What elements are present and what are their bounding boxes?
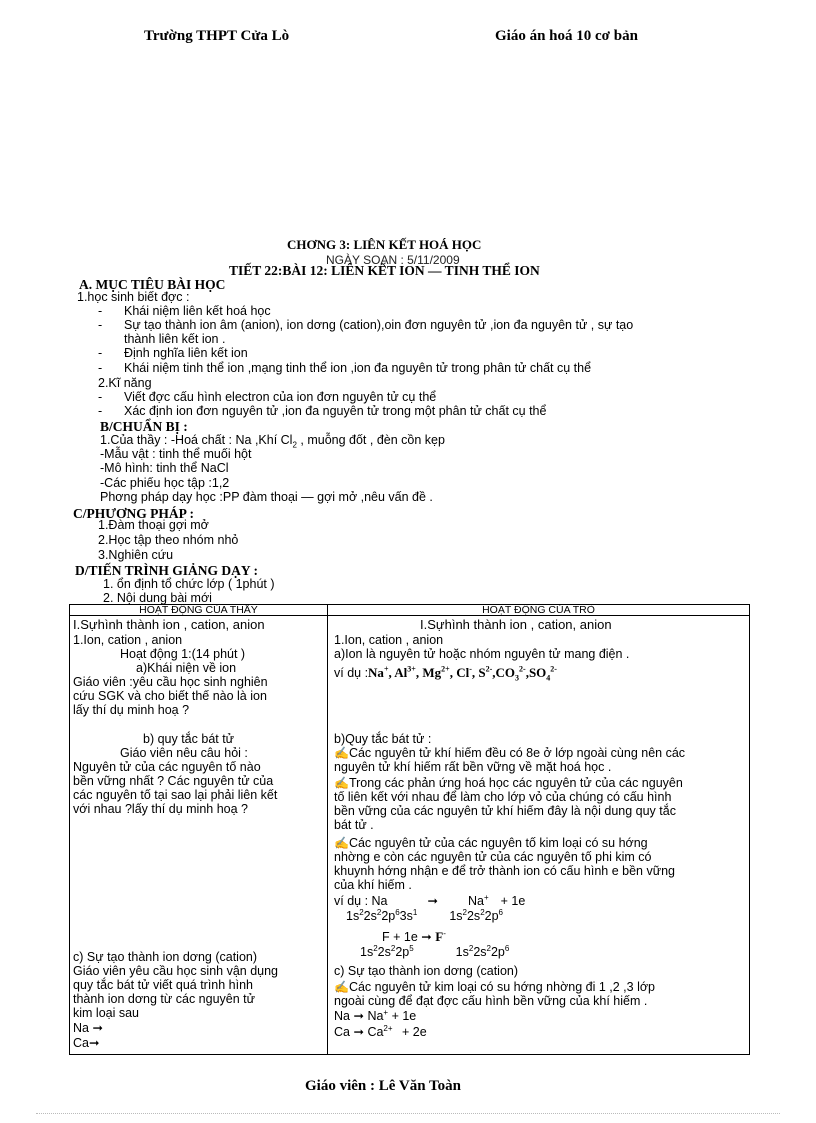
pencil-icon: ✍	[334, 836, 349, 850]
section-b-heading: B/CHUẨN BỊ :	[100, 419, 188, 434]
student-text: ✍Các nguyên tử khí hiếm đều có 8e ở lớp ngoài cùng nên các	[334, 746, 686, 760]
teacher-activity-cell	[70, 616, 327, 1054]
arrow-icon: ➞	[427, 894, 438, 908]
teacher-text: Nguyên tử của các nguyên tố nào	[73, 760, 261, 774]
reaction-equation: F + 1e ➞ F-	[382, 928, 446, 944]
procedure-item: 1. ổn định tổ chức lớp ( 1phút )	[103, 577, 275, 591]
activity-subtitle: b) quy tắc bát tử	[143, 732, 235, 746]
reaction-line: Ca➞	[73, 1036, 100, 1050]
arrow-icon: ➞	[421, 930, 432, 944]
student-text: ✍Các nguyên tử của các nguyên tố kim loại có su hớng	[334, 836, 648, 850]
preparation-line: -Mô hình: tinh thể NaCl	[100, 461, 229, 475]
section-title: I.Sựhình thành ion , cation, anion	[420, 617, 612, 632]
teacher-text: kim loại sau	[73, 1006, 139, 1020]
student-text: nhờng e còn các nguyên tử của các nguyên tố phi kim có	[334, 850, 652, 864]
teacher-text: quy tắc bát tử viết quá trình hình	[73, 978, 254, 992]
activity-subtitle: a)Khái niện về ion	[136, 661, 237, 675]
preparation-date: NGÀY SOẠN : 5/11/2009	[326, 253, 460, 267]
lesson-title: TIẾT 22:BÀI 12: LIÊN KẾT ION — TINH THỂ ION	[229, 263, 540, 278]
section-a-heading: A. MỤC TIÊU BÀI HỌC	[79, 277, 226, 292]
objective-item-continuation: thành liên kết ion .	[124, 332, 226, 346]
student-text: ngoài cùng để đạt đợc cấu hình bền vững của khí hiếm .	[334, 994, 648, 1008]
student-text: bền vững của các nguyên tử khí hiếm đây là nội dung quy tắc	[334, 804, 676, 818]
subsection-title: 1.Ion, cation , anion	[73, 633, 183, 647]
lesson-activity-table	[69, 604, 750, 1055]
pencil-icon: ✍	[334, 980, 349, 994]
teacher-preparation: 1.Của thầy : -Hoá chất : Na ,Khí $Cl_2$ , muỗng đốt , đèn cồn kẹp	[100, 433, 445, 450]
student-text: khuynh hớng nhận e để trở thành ion có cấu hình e bền vững	[334, 864, 675, 878]
student-text: nguyên tử khí hiếm rất bền vững về mặt hoá học .	[334, 760, 612, 774]
teacher-text: Giáo viên yêu cầu học sinh vận dụng	[73, 964, 278, 978]
chapter-title: CHƠNG 3: LIÊN KẾT HOÁ HỌC	[287, 237, 482, 252]
section-d-heading: D/TIẾN TRÌNH GIẢNG DẠY :	[75, 563, 259, 578]
electron-configuration: $1s^22s^22p^5$ $1s^22s^22p^6$	[360, 943, 510, 959]
objective-item: - Sự tạo thành ion âm (anion), ion dơng (cation),oin đơn nguyên tử ,ion đa nguyên tử , sự tạo	[98, 318, 634, 332]
student-text: ✍Trong các phản ứng hoá học các nguyên tử của các nguyên	[334, 776, 683, 790]
arrow-icon: ➞	[353, 1009, 364, 1023]
teacher-activity-header: HOẠT ĐỘNG CỦA THẦY	[139, 605, 258, 615]
arrow-icon: ➞	[88, 1036, 100, 1050]
objective-item: - Định nghĩa liên kết ion	[98, 346, 248, 360]
teacher-text: với nhau ?lấy thí dụ minh hoạ ?	[73, 802, 248, 816]
preparation-line: -Mẫu vật : tinh thể muối hột	[100, 447, 252, 461]
ion-examples: ví dụ :Na+, $Al^{3+}$, $Mg^{2+}$, Cl-, $S^{2-},CO_3^{2-},SO_4^{2-}$	[334, 664, 557, 683]
student-text: bát tử .	[334, 818, 374, 832]
school-name: Trường THPT Cửa Lò	[144, 28, 290, 44]
activity-label: Hoạt động 1:(14 phút )	[120, 647, 246, 661]
subsection-title: 1.Ion, cation , anion	[334, 633, 444, 647]
teacher-text: lấy thí dụ minh hoạ ?	[73, 703, 190, 717]
student-text: tố liên kết với nhau để làm cho lớp vỏ của chúng có cấu hình	[334, 790, 672, 804]
electron-configuration: $1s^22s^22p^63s^1$ $1s^22s^22p^6$	[346, 907, 503, 923]
teacher-text: Giáo viên nêu câu hỏi :	[120, 746, 248, 760]
arrow-icon: ➞	[92, 1021, 103, 1035]
method-item: 1.Đàm thoại gợi mở	[98, 518, 209, 532]
skill-item: - Viết đợc cấu hình electron của ion đơn nguyên tử cụ thể	[98, 390, 437, 404]
teacher-text: cứu SGK và cho biết thế nào là ion	[73, 689, 267, 703]
subsection-title: c) Sự tạo thành ion dơng (cation)	[334, 964, 519, 978]
teaching-method: Phơng pháp dạy học :PP đàm thoại — gợi mở ,nêu vấn đề .	[100, 490, 433, 504]
page-divider	[36, 1113, 780, 1114]
procedure-item: 2. Nội dung bài mới	[103, 591, 212, 605]
student-text: a)Ion là nguyên tử hoặc nhóm nguyên tử mang điện .	[334, 647, 630, 661]
student-activity-cell	[328, 616, 749, 1054]
teacher-text: thành ion dơng từ các nguyên tử	[73, 992, 255, 1006]
arrow-icon: ➞	[353, 1025, 364, 1039]
method-item: 2.Học tập theo nhóm nhỏ	[98, 533, 239, 547]
objective-item: - Khái niệm liên kết hoá học	[98, 304, 271, 318]
teacher-text: Giáo viên :yêu cầu học sinh nghiên	[73, 675, 268, 689]
subject-title: Giáo án hoá 10 cơ bản	[495, 28, 638, 44]
method-item: 3.Nghiên cứu	[98, 548, 174, 562]
teacher-text: các nguyên tố tại sao lại phải liên kết	[73, 788, 278, 802]
student-activity-header: HOẠT ĐỘNG CỦA TRÒ	[482, 605, 595, 615]
reaction-equation: ví dụ : Na ➞ Na+ + 1e	[334, 892, 526, 908]
student-text: của khí hiếm .	[334, 878, 412, 892]
activity-subtitle: c) Sự tạo thành ion dơng (cation)	[73, 950, 258, 964]
pencil-icon: ✍	[334, 746, 349, 760]
reaction-equation: Ca ➞ $Ca^{2+} + 2e$	[334, 1023, 427, 1039]
student-text: ✍Các nguyên tử kim loại có su hớng nhờng đi 1 ,2 ,3 lớp	[334, 980, 655, 994]
reaction-line: Na ➞	[73, 1021, 103, 1035]
section-a-sub2: 2.Kĩ năng	[98, 376, 152, 390]
teacher-text: bền vững nhất ? Các nguyên tử của	[73, 774, 274, 788]
pencil-icon: ✍	[334, 776, 349, 790]
skill-item: - Xác định ion đơn nguyên tử ,ion đa nguyên tử trong một phân tử chất cụ thể	[98, 404, 547, 418]
subsection-title: b)Quy tắc bát tử :	[334, 732, 432, 746]
section-a-sub1: 1.học sinh biết đợc :	[77, 290, 190, 304]
preparation-line: -Các phiếu học tập :1,2	[100, 476, 230, 490]
section-title: I.Sựhình thành ion , cation, anion	[73, 617, 265, 632]
reaction-equation: Na ➞ Na+ + 1e	[334, 1007, 417, 1023]
objective-item: - Khái niệm tinh thể ion ,mạng tinh thể ion ,ion đa nguyên tử trong phân tử chất cụ thể	[98, 361, 592, 375]
section-c-heading: C/PHƯƠNG PHÁP :	[73, 506, 194, 521]
teacher-signature: Giáo viên : Lê Văn Toàn	[305, 1078, 462, 1094]
